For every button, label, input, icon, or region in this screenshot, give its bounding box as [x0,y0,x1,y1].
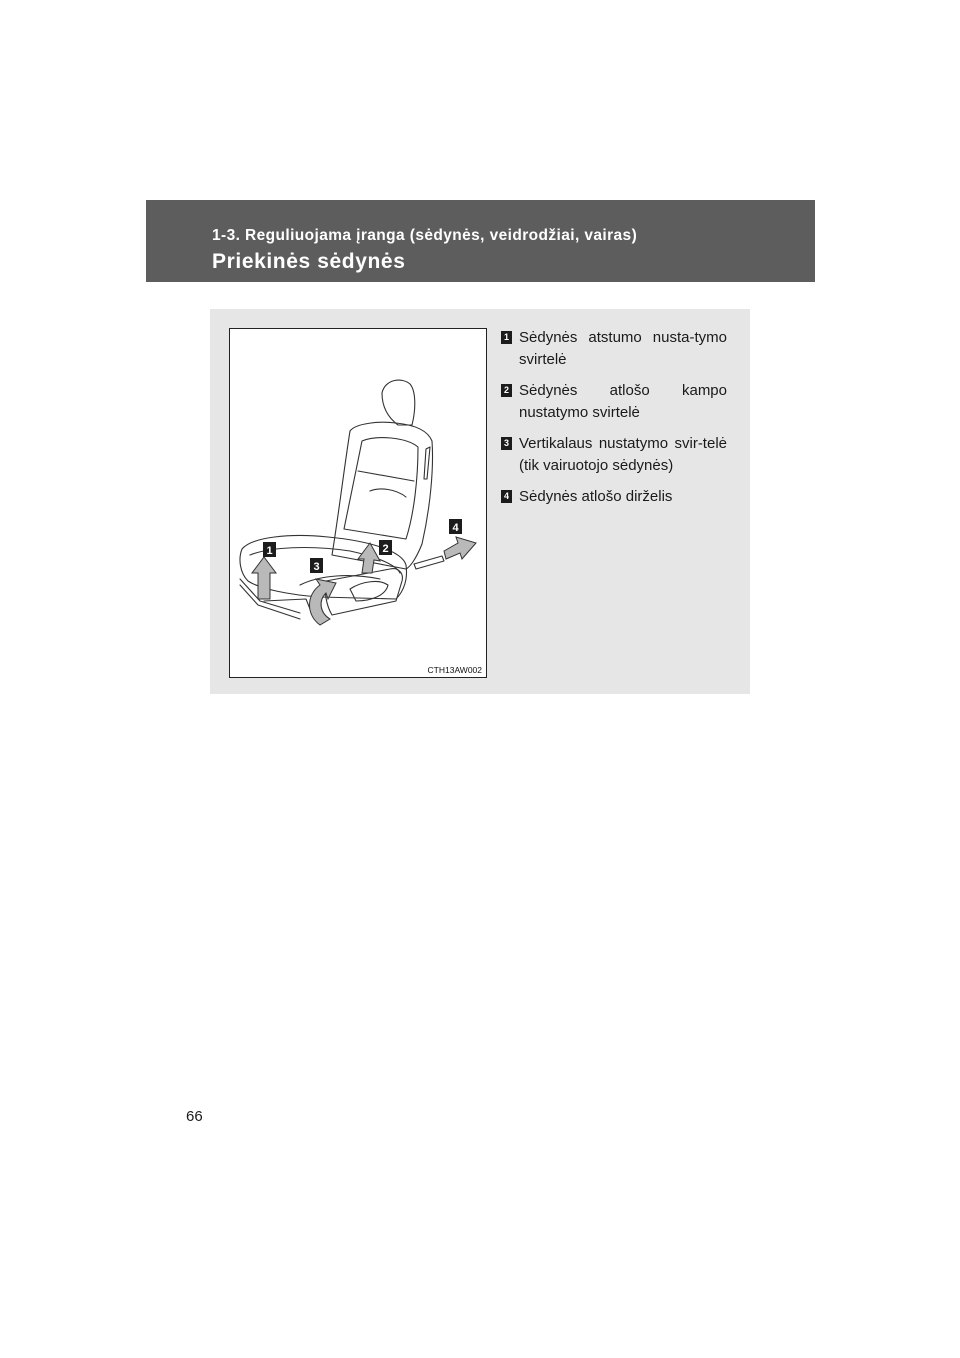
num-badge: 4 [501,490,512,503]
num-badge: 3 [501,437,512,450]
callout-label-4: 4 [452,522,459,534]
content-panel [210,309,750,694]
seat-illustration [230,329,486,677]
legend-text: Sėdynės atlošo kampo nustatymo svirtelė [519,382,727,421]
header-band [146,200,815,282]
legend-item [499,433,727,476]
page-title: Priekinės sėdynės [212,250,406,273]
legend-text: Sėdynės atlošo dirželis [519,488,673,505]
page-number: 66 [186,1108,203,1125]
num-badge: 1 [501,331,512,344]
legend-item [499,327,727,370]
callout-label-1: 1 [266,545,273,557]
callout-label-2: 2 [382,543,389,555]
num-badge: 2 [501,384,512,397]
seat-figure [229,328,487,678]
callout-label-3: 3 [313,561,320,573]
section-label: 1-3. Reguliuojama įranga (sėdynės, veidrodžiai, vairas) [212,227,638,244]
legend-item [499,380,727,423]
legend-text: Vertikalaus nustatymo svir-telė (tik vairuotojo sėdynės) [519,435,727,474]
figure-code: CTH13AW002 [427,665,482,675]
legend-item [499,486,727,508]
legend-text: Sėdynės atstumo nusta-tymo svirtelė [519,329,727,368]
legend [499,327,727,518]
